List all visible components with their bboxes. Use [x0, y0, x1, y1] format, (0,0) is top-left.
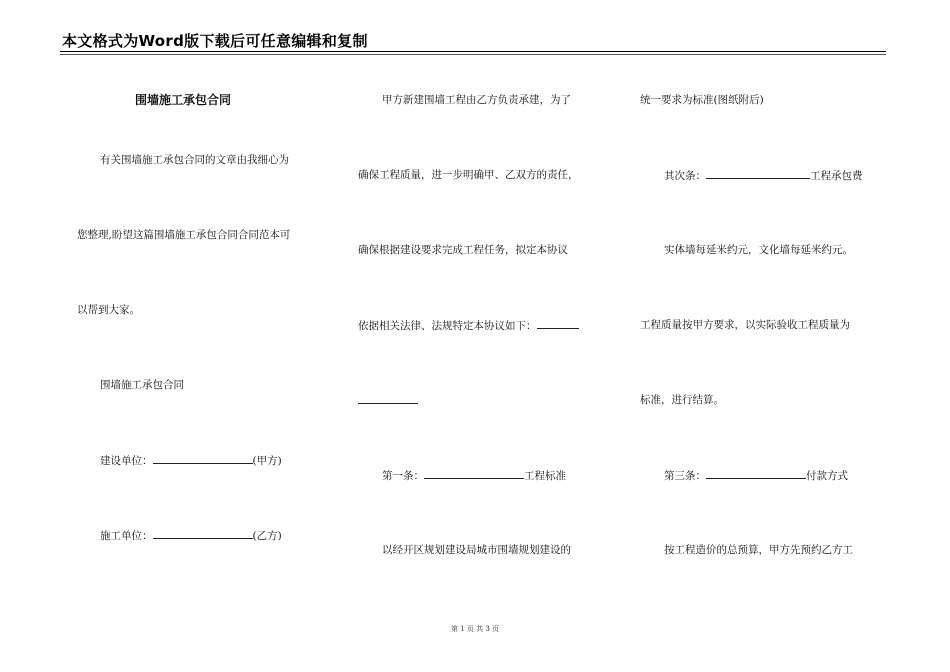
party-b-blank: [153, 528, 253, 539]
party-b-label: 施工单位：: [100, 530, 153, 542]
article-1-line: [382, 468, 566, 483]
col3-line-1: 统一要求为标准(图纸附后): [640, 94, 764, 106]
intro-line-3: 以帮到大家。: [77, 304, 140, 316]
col3-line-4: 工程质量按甲方要求，以实际验收工程质量为: [640, 319, 850, 331]
intro-line-2: 您整理,盼望这篇围墙施工承包合同合同范本可: [77, 229, 291, 241]
party-b-suffix: (乙方): [252, 530, 282, 542]
party-b-line: [100, 528, 282, 543]
article-2-label: 其次条：: [664, 170, 706, 182]
col2-law-text: 依据相关法律、法规特定本协议如下：: [358, 320, 537, 332]
article-3-label: 第三条：: [664, 470, 706, 482]
article-3-line: [664, 468, 848, 483]
contract-name: 围墙施工承包合同: [100, 379, 184, 391]
party-a-suffix: (甲方): [252, 455, 282, 467]
intro-line-1: 有关围墙施工承包合同的文章由我细心为: [100, 154, 289, 166]
col2-paragraph-line-1: 甲方新建围墙工程由乙方负责承建，为了: [382, 94, 571, 106]
article-1-blank: [424, 468, 524, 479]
col2-paragraph-line-3: 确保根据建设要求完成工程任务，拟定本协议: [358, 244, 568, 256]
col3-line-3: 实体墙每延米约元，文化墙每延米约元。: [664, 244, 853, 256]
document-title: 围墙施工承包合同: [135, 93, 232, 107]
article-2-line: [664, 168, 863, 183]
col3-line-5: 标准，进行结算。: [640, 394, 724, 406]
col2-blank-line: [358, 393, 418, 408]
col2-paragraph-line-4: [358, 318, 579, 333]
article-3-suffix: 付款方式: [806, 470, 848, 482]
page-header-title: 本文格式为Word版下载后可任意编辑和复制: [62, 32, 368, 50]
col3-line-7: 按工程造价的总预算，甲方先预约乙方工: [664, 544, 853, 556]
article-1-text: 以经开区规划建设局城市围墙规划建设的: [382, 544, 571, 556]
page-footer: 第 1 页 共 3 页: [450, 625, 500, 633]
article-2-blank: [706, 168, 810, 179]
party-a-line: [100, 453, 282, 468]
law-blank: [537, 318, 579, 329]
article-2-suffix: 工程承包费: [810, 170, 863, 182]
article-1-suffix: 工程标准: [524, 470, 566, 482]
party-a-blank: [153, 453, 253, 464]
article-3-blank: [706, 468, 806, 479]
continuation-blank: [358, 393, 418, 404]
col2-paragraph-line-2: 确保工程质量，进一步明确甲、乙双方的责任，: [358, 169, 579, 181]
header-rule: [60, 51, 886, 52]
header-rule-thin: [60, 54, 886, 55]
party-a-label: 建设单位：: [100, 455, 153, 467]
article-1-label: 第一条：: [382, 470, 424, 482]
